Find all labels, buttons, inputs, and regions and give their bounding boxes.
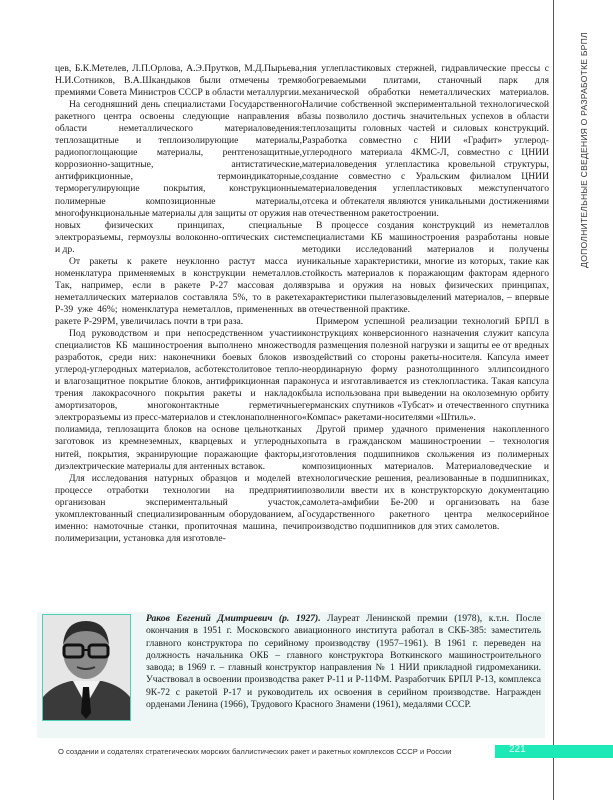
paragraph: Примером успешной реализации технологий БРПЛ в конструкциях конверсионного назначения служит капсула для размещения полезной нагрузки и защиты ее от вредных воздействий со стороны ракеты-носителя. Капсула имеет неординарную форму разнотолщинного эллипсоидного конуса и изготавливается из стеклопластика. Такая капсула была использована при выведении на околоземную орбиту германских спутников «Тубсат» и отечественного спутника «Компас» ракетами-носителями «Штиль». <box>302 315 549 424</box>
paragraph: Под руководством и при непосредственном участии специалистов КБ машиностроения выполнено множество разработок, среди них: наконечники боевых блоков из углерод-углеродных материалов, асботекстолитовое тепло- и влагозащитное покрытие блоков, антифрикционная пара трения лакокрасочного покрытия ракеты и накладок амортизаторов, многоконтактные герметичные электроразъемы из пресс-материалов и стеклонаполненного полиамида, теплозащита блоков на основе цельнотканых заготовок из кремнеземных, кварцевых и углеродных нитей, покрытия, экранирующие поражающие факторы, диэлектрические материалы для антенных вставок. <box>55 328 302 472</box>
page-number: 221 <box>509 744 526 755</box>
portrait-photo <box>42 614 131 721</box>
right-text-column <box>302 63 549 533</box>
biography-text <box>146 613 541 711</box>
paragraph: От ракеты к ракете неуклонно растут масса и номенклатура применяемых в конструкции неметаллов. Так, например, если в ракете Р-27 массовая доля неметаллических материалов составляла 5%, то в ракете Р-39 уже 46%; номенклатура неметаллов, примененных в ракете Р-29РМ, увеличилась почти в три раза. <box>55 255 302 327</box>
paragraph: Другой пример удачного применения накопленного опыта в гражданском машиностроении – технология изготовления подшипников скольжения из полимерных композиционных материалов. Материаловедческие и технологические решения, реализованные в подшипниках, позволили ввести их в конструкторскую документацию самолета-амфибии Бе-200 и организовать на базе Государственного ракетного центра мелкосерийное производство подшипников для этих самолетов. <box>302 424 549 532</box>
left-text-column <box>55 63 302 545</box>
paragraph: В процессе создания конструкций из неметаллов специалистами КБ машиностроения разработаны новые методики исследований материалов и получены уникальные характеристики, многие из которых, такие как стойкость материалов к поражающим факторам ядерного взрыва и оружия на новых физических принципах, характеристики пылегазовыделений материалов, – впервые в отечественной практике. <box>302 219 549 315</box>
person-portrait-icon <box>43 615 130 720</box>
paragraph: На сегодняшний день специалистами Государственного ракетного центра освоены следующие направления в области неметаллического материаловедения: теплозащитные и теплоизолирующие материалы, радиопоглощающие материалы, рентгенозащитные, коррозионно-защитные, антистатические, антифрикционные, термоиндикаторные, терморегулирующие покрытия, конструкционные полимерные композиционные материалы, многофункциональные материалы для защиты от оружия на новых физических принципах, специальные электроразъемы, гермоузлы волоконно-оптических систем и др. <box>55 99 302 255</box>
footer-book-title: О создании и содателях стратегических морских баллистических ракет и ракетных комплексов СССР и России <box>58 747 452 756</box>
paragraph: цев, Б.К.Метелев, Л.П.Орлова, А.Э.Прутков, М.Д.Пырьева, Н.И.Сотников, В.А.Шкандыков были отмечены тремя премиями Совета Министров СССР в области металлургии. <box>55 63 302 99</box>
paragraph: Для исследования натурных образцов и моделей в процессе отработки технологии на предприятии организован экспериментальный участок, укомплектованный специализированным оборудованием, а именно: намоточные станки, пропиточная машина, печи полимеризации, установка для изготовле- <box>55 472 302 544</box>
margin-divider-line <box>553 0 554 800</box>
biography-body: Лауреат Ленинской премии (1978), к.т.н. После окончания в 1951 г. Московского авиационного института работал в СКБ-385: заместитель главного конструктора по серийному производству (1957–1961). В 1961 г. переведен на должность начальника ОКБ – главного конструктора Воткинского машиностроительного завода; в 1969 г. – главный конструктор направления № 1 НИИ прикладной гидромеханики. Участвовал в освоении производства ракет Р-11 и Р-11ФМ. Разработчик БРПЛ Р-13, комплекса 9К-72 с ракетой Р-17 и руководитель их освоения в серийном производстве. Награжден орденами Ленина (1966), Трудового Красного Знамени (1961), медалями СССР. <box>146 613 541 711</box>
person-name: Раков Евгений Дмитриевич (р. 1927). <box>146 613 321 624</box>
paragraph: ния углепластиковых стержней, гидравлические прессы с обогреваемыми плитами, станочный парк для механической обработки неметаллических материалов. Наличие собственной экспериментальной технологической базы позволило достичь значительных успехов в области теплозащиты головных частей и силовых конструкций. Разработка совместно с НИИ «Графит» углерод-углеродного материала 4КМС-Л, совместно с ЦНИИ материаловедения углепластика кровельной структуры, создание совместно с Уральским филиалом ЦНИИ материаловедения углепластиковых межступенчатого отсека и обтекателя являются уникальными достижениями в отечественном ракетостроении. <box>302 63 549 219</box>
section-side-title: ДОПОЛНИТЕЛЬНЫЕ СВЕДЕНИЯ О РАЗРАБОТКЕ БРПЛ <box>579 32 589 268</box>
